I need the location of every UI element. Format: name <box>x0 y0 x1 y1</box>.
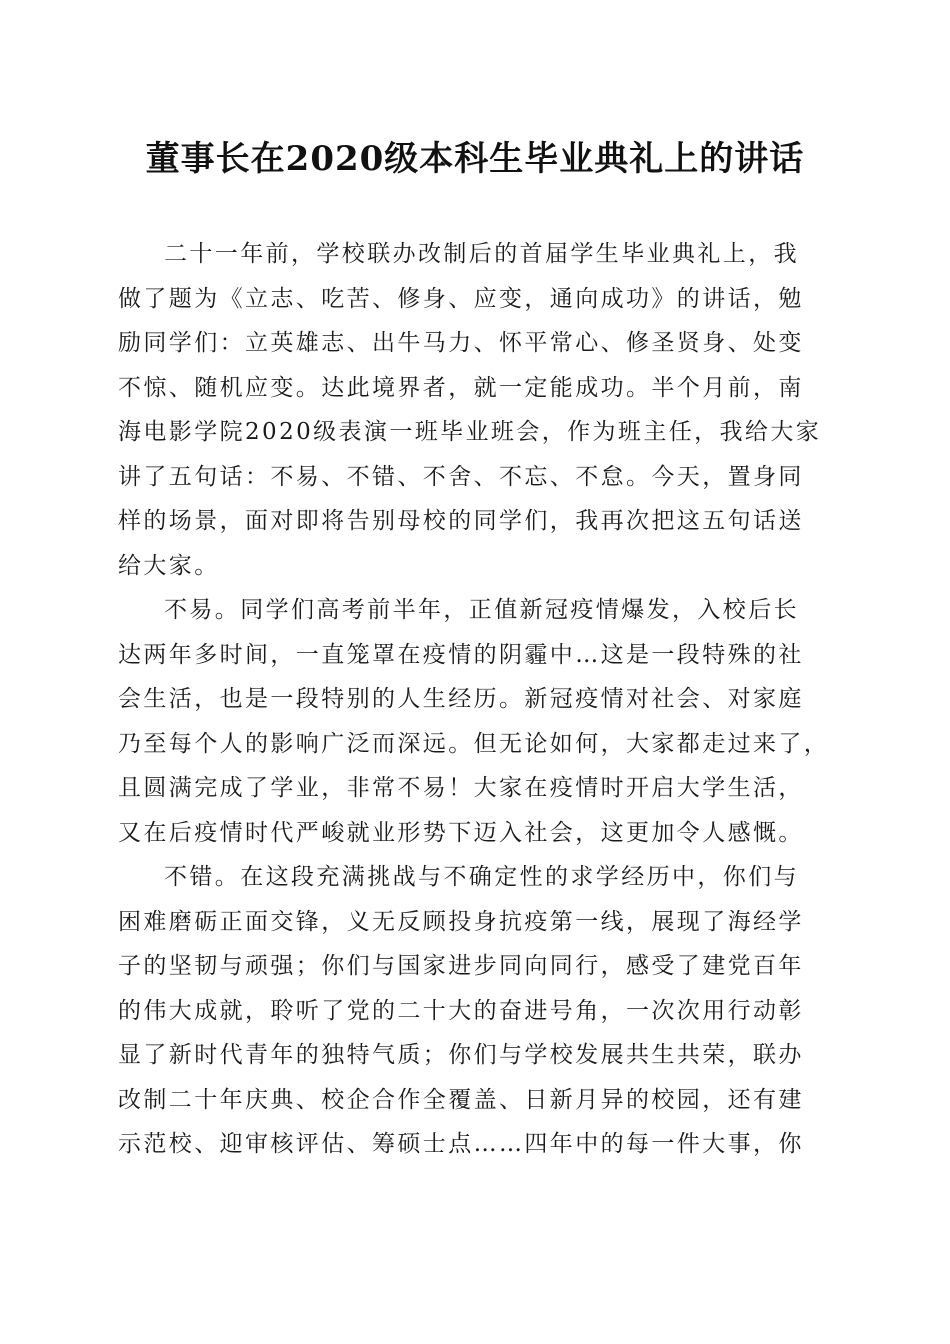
text-line: 子的坚韧与顽强；你们与国家进步同向同行，感受了建党百年 <box>118 953 804 979</box>
text-line: 示范校、迎审核评估、筹硕士点……四年中的每一件大事，你 <box>118 1131 804 1157</box>
document-body <box>118 232 834 1167</box>
text-line: 的伟大成就，聆听了党的二十大的奋进号角，一次次用行动彰 <box>118 997 804 1024</box>
text-line: 显了新时代青年的独特气质；你们与学校发展共生共荣，联办 <box>118 1042 804 1068</box>
text-line: 不错。在这段充满挑战与不确定性的求学经历中，你们与 <box>164 864 799 890</box>
paragraph-1 <box>118 232 834 588</box>
paragraph-2 <box>118 588 834 855</box>
text-line: 会生活，也是一段特别的人生经历。新冠疫情对社会、对家庭 <box>118 686 804 712</box>
text-line: 又在后疫情时代严峻就业形势下迈入社会，这更加令人感慨。 <box>118 819 804 846</box>
text-line: 达两年多时间，一直笼罩在疫情的阴霾中…这是一段特殊的社 <box>118 641 804 668</box>
text-line: 困难磨砺正面交锋，义无反顾投身抗疫第一线，展现了海经学 <box>118 908 804 935</box>
text-line: 励同学们：立英雄志、出牛马力、怀平常心、修圣贤身、处变 <box>118 330 804 356</box>
text-line: 做了题为《立志、吃苦、修身、应变，通向成功》的讲话，勉 <box>118 285 804 312</box>
paragraph-3 <box>118 855 834 1167</box>
text-line: 乃至每个人的影响广泛而深远。但无论如何，大家都走过来了， <box>118 730 830 757</box>
text-line: 改制二十年庆典、校企合作全覆盖、日新月异的校园，还有建 <box>118 1086 804 1113</box>
text-line: 给大家。 <box>118 552 220 579</box>
text-line: 不惊、随机应变。达此境界者，就一定能成功。半个月前，南 <box>118 374 804 401</box>
text-line: 样的场景，面对即将告别母校的同学们，我再次把这五句话送 <box>118 508 804 534</box>
document-title: 董事长在2020级本科生毕业典礼上的讲话 <box>145 139 805 179</box>
text-line: 二十一年前，学校联办改制后的首届学生毕业典礼上，我 <box>164 241 799 267</box>
text-line: 海电影学院2020级表演一班毕业班会，作为班主任，我给大家 <box>118 419 822 445</box>
text-line: 且圆满完成了学业，非常不易！大家在疫情时开启大学生活， <box>118 775 804 801</box>
text-line: 不易。同学们高考前半年，正值新冠疫情爆发，入校后长 <box>164 597 799 623</box>
text-line: 讲了五句话：不易、不错、不舍、不忘、不怠。今天，置身同 <box>118 463 804 490</box>
